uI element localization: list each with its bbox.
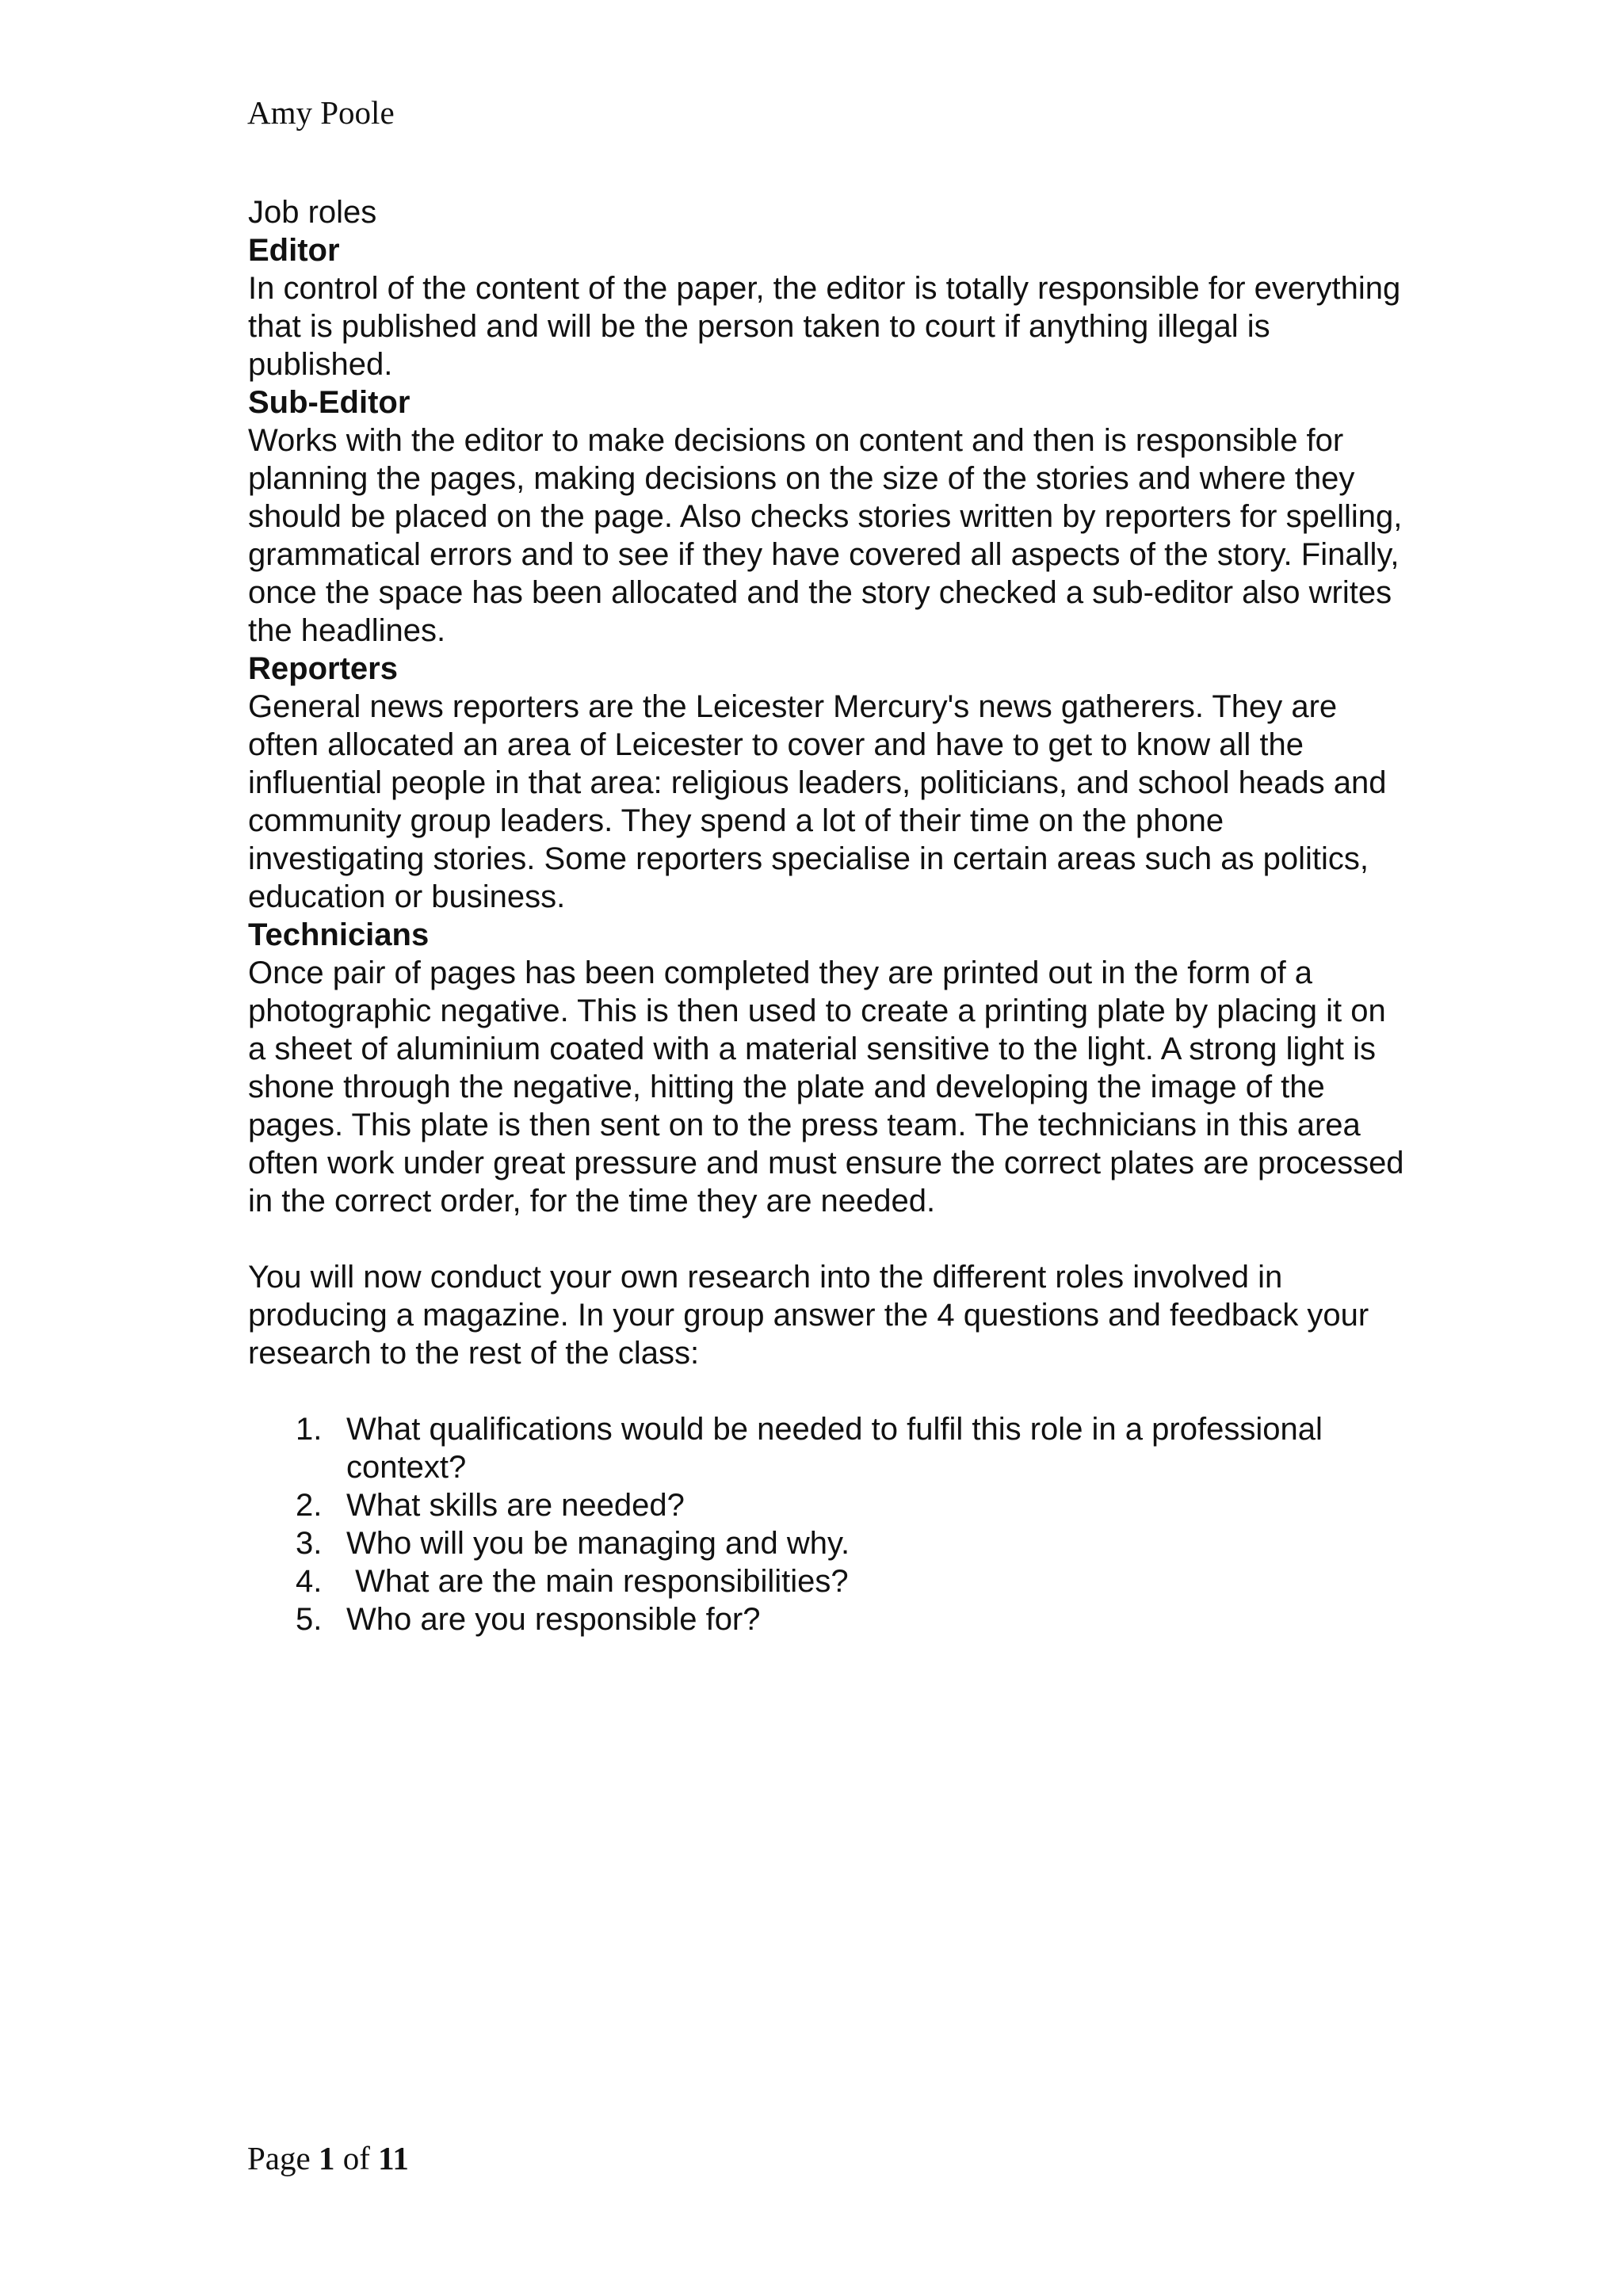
page-header-author: Amy Poole (247, 94, 395, 131)
question-number: 1. (296, 1412, 323, 1447)
question-item (248, 1486, 1405, 1524)
question-text: What are the main responsibilities? (346, 1564, 849, 1599)
section-body-sub-editor: Works with the editor to make decisions on content and then is responsible for planning the pages, making decisions on the size of the stories and where they should be placed on the page. Also checks stories written by reporters for spelling, grammatical errors and to see if they have covered all aspects of the story. Finally, once the space has been allocated and the story checked a sub-editor also writes the headlines. (248, 423, 1403, 648)
section-heading-technicians: Technicians (248, 917, 430, 952)
question-number: 3. (296, 1526, 323, 1561)
question-item (248, 1562, 1405, 1600)
question-item (248, 1410, 1405, 1486)
paragraph-spacer (248, 1372, 1405, 1410)
question-text: What skills are needed? (346, 1488, 685, 1523)
page-total-number: 11 (378, 2140, 409, 2176)
question-text: Who will you be managing and why. (346, 1526, 850, 1561)
question-list (248, 1410, 1405, 1638)
section-heading-sub-editor: Sub-Editor (248, 385, 411, 420)
section-heading-editor: Editor (248, 233, 340, 268)
task-intro: You will now conduct your own research into the different roles involved in producing a magazine. In your group answer the 4 questions and feedback your research to the rest of the class: (248, 1260, 1369, 1371)
section-heading-reporters: Reporters (248, 651, 398, 686)
question-number: 4. (296, 1564, 323, 1599)
question-text: Who are you responsible for? (346, 1602, 761, 1637)
document-body (248, 193, 1405, 1638)
paragraph-spacer (248, 1220, 1405, 1258)
document-title: Job roles (248, 195, 377, 230)
question-item (248, 1524, 1405, 1562)
section-body-editor: In control of the content of the paper, the editor is totally responsible for everything that is published and will be the person taken to court if anything illegal is published. (248, 271, 1401, 382)
question-number: 2. (296, 1488, 323, 1523)
page-label: Page (247, 2140, 311, 2176)
question-text: What qualifications would be needed to fulfil this role in a professional context? (346, 1412, 1323, 1485)
section-body-technicians: Once pair of pages has been completed they are printed out in the form of a photographic negative. This is then used to create a printing plate by placing it on a sheet of aluminium coated with a material sensitive to the light. A strong light is shone through the negative, hitting the plate and developing the image of the pages. This plate is then sent on to the press team. The technicians in this area often work under great pressure and must ensure the correct plates are processed in the correct order, for the time they are needed. (248, 955, 1404, 1219)
page-footer (247, 2139, 409, 2177)
question-number: 5. (296, 1602, 323, 1637)
page-current-number: 1 (318, 2140, 335, 2176)
section-body-reporters: General news reporters are the Leicester Mercury's news gatherers. They are often allocated an area of Leicester to cover and have to get to know all the influential people in that area: religious leaders, politicians, and school heads and community group leaders. They spend a lot of their time on the phone investigating stories. Some reporters specialise in certain areas such as politics, education or business. (248, 689, 1387, 914)
page-of-label: of (342, 2140, 370, 2176)
question-item (248, 1600, 1405, 1638)
